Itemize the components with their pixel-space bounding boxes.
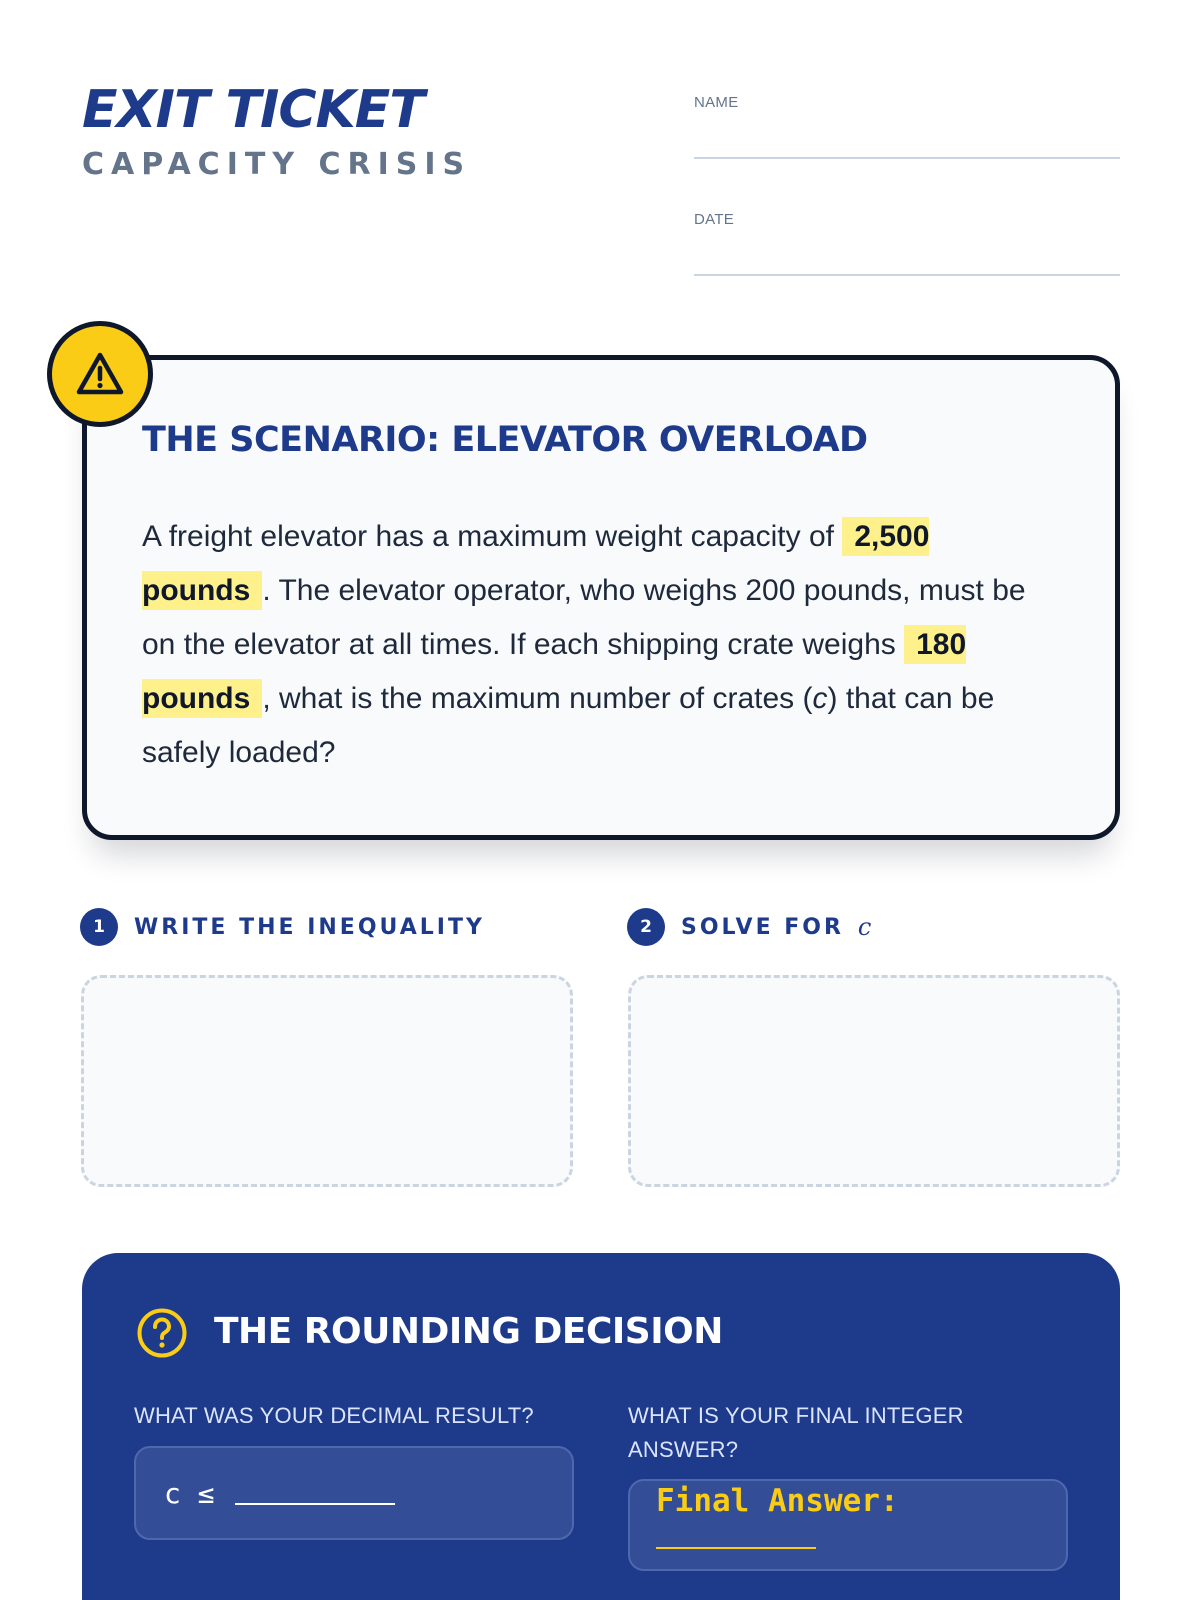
inequality-answer-box[interactable] [81, 975, 573, 1187]
step-1-header [80, 908, 485, 946]
date-label: DATE [694, 211, 735, 228]
page-subtitle: CAPACITY CRISIS [82, 147, 472, 182]
decimal-answer-box[interactable] [134, 1446, 574, 1540]
decimal-answer-blank[interactable] [235, 1481, 395, 1505]
step-1-title: WRITE THE INEQUALITY [134, 914, 485, 940]
name-input-line[interactable] [694, 157, 1120, 159]
date-input-line[interactable] [694, 274, 1120, 276]
scenario-card [82, 355, 1120, 840]
final-answer-box[interactable] [628, 1479, 1068, 1571]
step-2-header [627, 908, 871, 946]
scenario-text-part-2: . The elevator operator, who weighs 200 pounds, must be on the elevator at all times. If each shipping crate weighs [142, 574, 1026, 661]
date-field[interactable] [694, 211, 1120, 276]
decimal-answer-prefix: c ≤ [164, 1476, 215, 1510]
question-circle-icon [136, 1307, 188, 1359]
final-answer-label: Final Answer: [656, 1483, 899, 1519]
scenario-text-part-3: , what is the maximum number of crates ( [262, 682, 813, 715]
warning-icon [47, 321, 153, 427]
scenario-text [142, 510, 1042, 780]
scenario-text-part-4: ) that can be safely loaded? [142, 682, 995, 769]
capacity-highlight: 2,500 pounds [142, 517, 929, 610]
decimal-question: WHAT WAS YOUR DECIMAL RESULT? [134, 1403, 534, 1428]
step-2-number: 2 [627, 908, 665, 946]
solve-answer-box[interactable] [628, 975, 1120, 1187]
final-answer-blank[interactable] [656, 1547, 816, 1549]
integer-question: WHAT IS YOUR FINAL INTEGER ANSWER? [628, 1403, 964, 1462]
step-1-number: 1 [80, 908, 118, 946]
scenario-title: THE SCENARIO: ELEVATOR OVERLOAD [142, 420, 868, 460]
scenario-text-part-1: A freight elevator has a maximum weight capacity of [142, 520, 843, 553]
variable-c: c [812, 682, 828, 715]
step-2-title: SOLVE FOR [681, 914, 844, 940]
step-2-variable: c [857, 913, 872, 941]
name-field[interactable] [694, 94, 1120, 159]
crate-weight-highlight: 180 pounds [142, 625, 966, 718]
rounding-title: THE ROUNDING DECISION [214, 1311, 723, 1352]
page-title: EXIT TICKET [82, 80, 424, 140]
name-label: NAME [694, 94, 739, 111]
